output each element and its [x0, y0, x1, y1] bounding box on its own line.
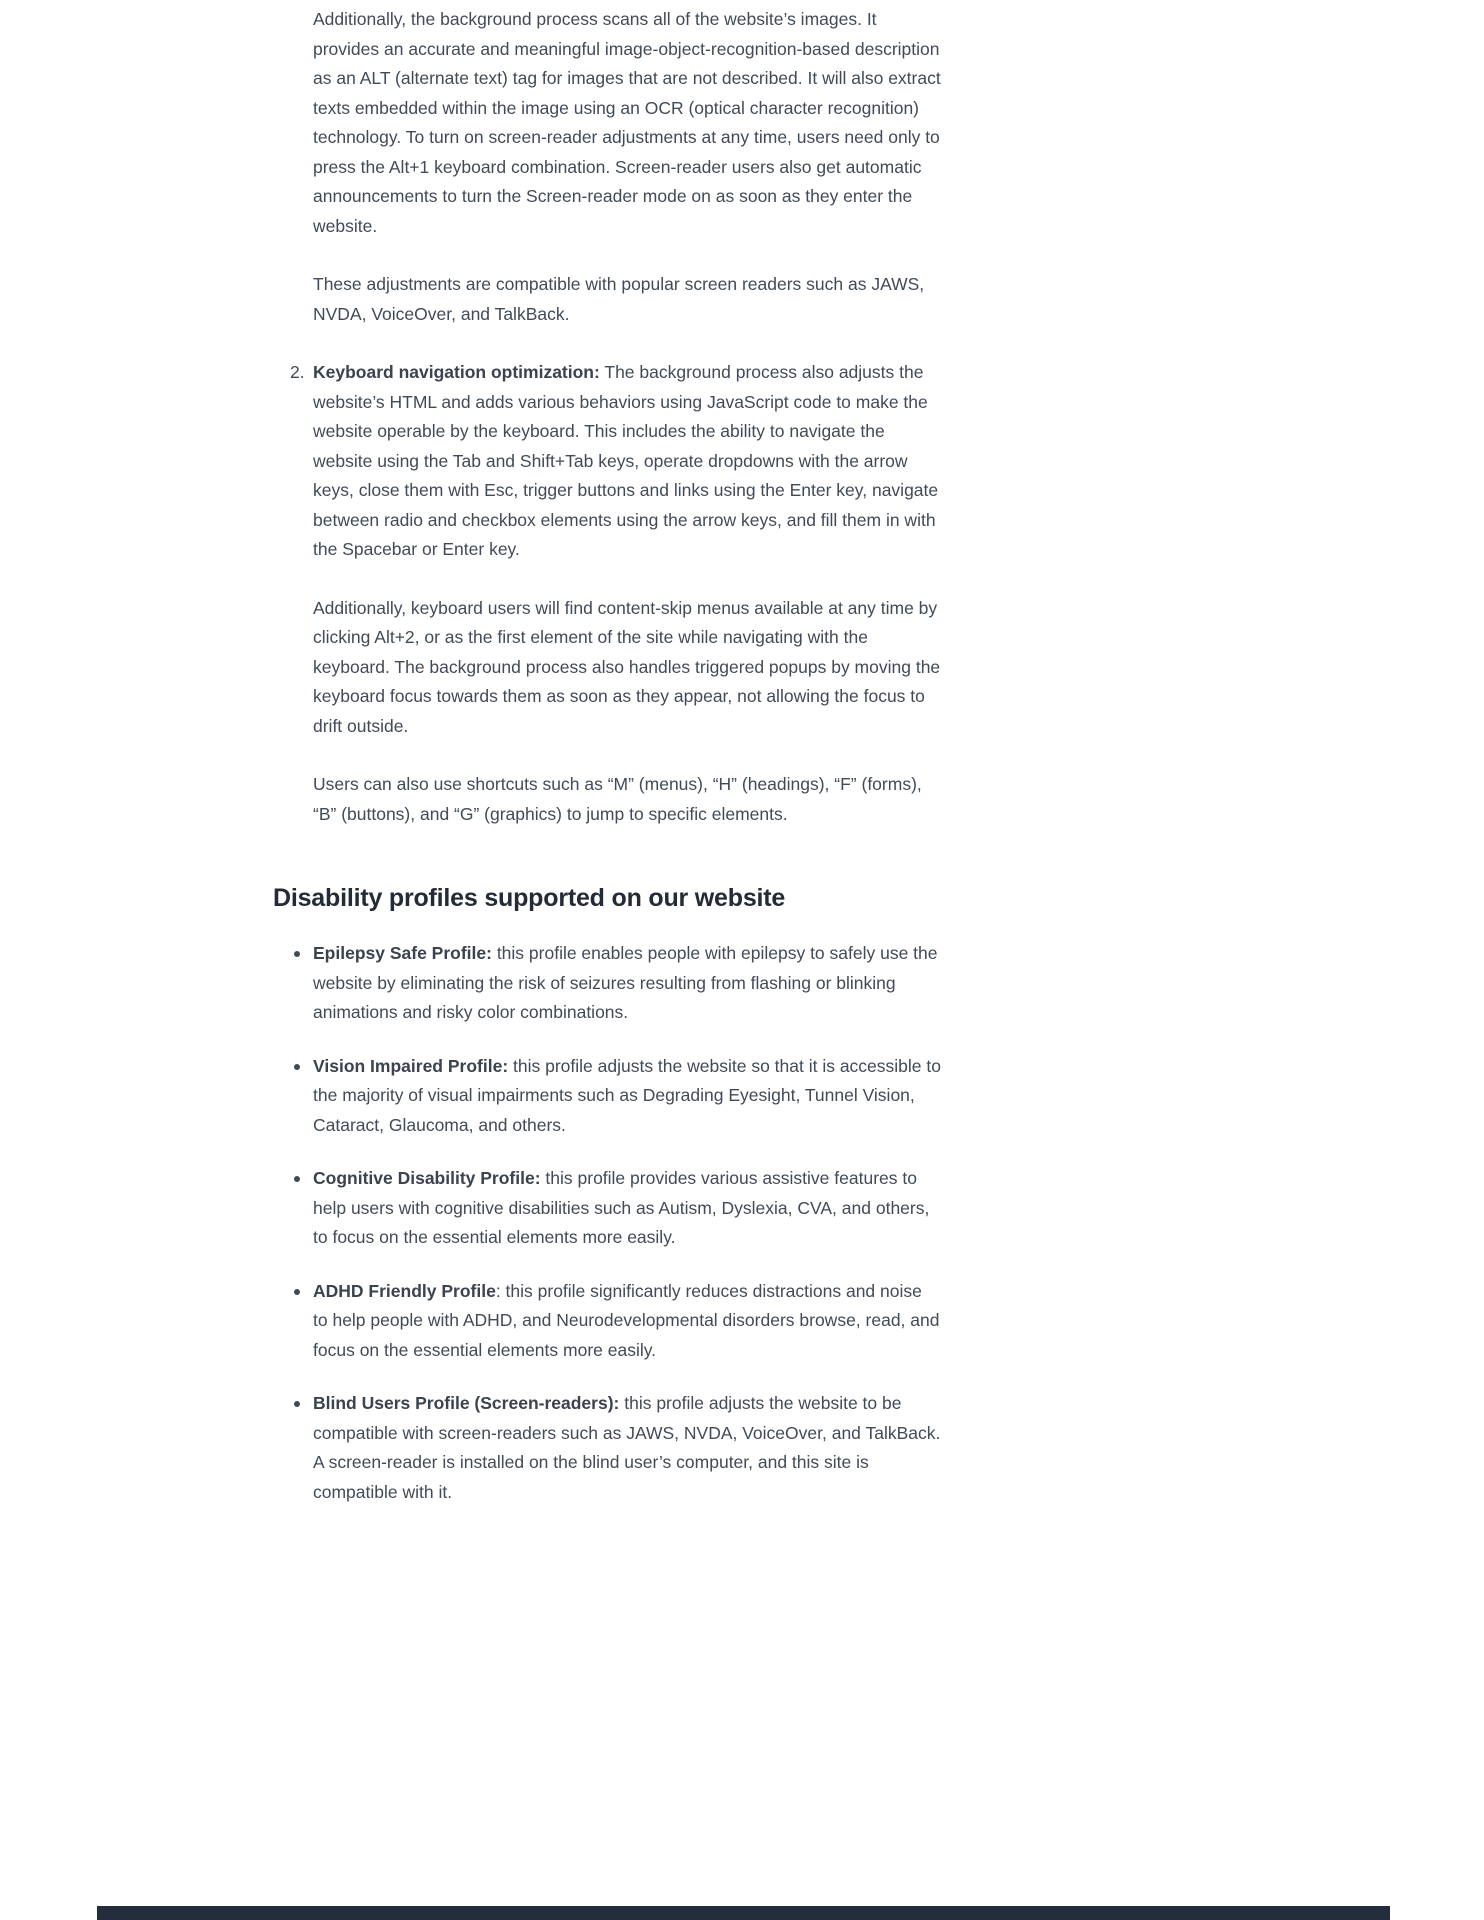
numbered-item-keyboard-navigation	[290, 358, 941, 829]
bullet-marker	[294, 1401, 300, 1407]
profile-text: this profile provides various assistive features to help users with cognitive disabilities such as Autism, Dyslexia, CVA, and others, to focus on the essential elements more easily.	[313, 1168, 930, 1247]
profile-label: Blind Users Profile (Screen-readers):	[313, 1393, 620, 1413]
profile-text: this profile adjusts the website to be compatible with screen-readers such as JAWS, NVDA, VoiceOver, and TalkBack. A screen-reader is installed on the blind user’s computer, and this site is compatible with it.	[313, 1393, 941, 1502]
section-heading-disability-profiles: Disability profiles supported on our website	[273, 884, 786, 912]
profile-text: this profile adjusts the website so that it is accessible to the majority of visual impairments such as Degrading Eyesight, Tunnel Vision, Cataract, Glaucoma, and others.	[313, 1055, 941, 1135]
keyboard-navigation-label: Keyboard navigation optimization:	[313, 362, 600, 382]
profile-label: Vision Impaired Profile:	[313, 1055, 509, 1076]
list-item-blind-users-profile	[313, 1389, 941, 1507]
profile-label: ADHD Friendly Profile	[313, 1280, 496, 1301]
paragraph-content-skip-menus: Additionally, keyboard users will find content-skip menus available at any time by clicking Alt+2, or as the first element of the site while navigating with the keyboard. The background process also handles triggered popups by moving the keyboard focus towards them as soon as they appear, not allowing the focus to drift outside.	[313, 597, 941, 736]
paragraph-screen-reader-details: Additionally, the background process scans all of the website’s images. It provides an accurate and meaningful image-object-recognition-based description as an ALT (alternate text) tag for images that are not described. It will also extract texts embedded within the image using an OCR (optical character recognition) technology. To turn on screen-reader adjustments at any time, users need only to press the Alt+1 keyboard combination. Screen-reader users also get automatic announcements to turn the Screen-reader mode on as soon as they enter the website.	[313, 9, 941, 236]
screen-reader-optimization-section	[273, 5, 941, 329]
paragraph-screen-reader-compatibility: These adjustments are compatible with popular screen readers such as JAWS, NVDA, VoiceOver, and TalkBack.	[313, 274, 925, 324]
footer-bar	[97, 1906, 1390, 1920]
bullet-marker	[294, 1176, 300, 1182]
paragraph-keyboard-navigation	[313, 358, 941, 565]
profile-text: : this profile significantly reduces distractions and noise to help people with ADHD, and Neurodevelopmental disorders browse, read, and focus on the essential elements more easily.	[313, 1280, 940, 1360]
list-number-marker: 2.	[290, 362, 305, 382]
list-item-vision-impaired-profile	[313, 1052, 941, 1141]
bullet-marker	[294, 1289, 300, 1295]
list-item-epilepsy-safe-profile	[313, 939, 941, 1028]
list-item-cognitive-disability-profile	[313, 1164, 941, 1253]
paragraph-keyboard-shortcuts: Users can also use shortcuts such as “M” (menus), “H” (headings), “F” (forms), “B” (buttons), and “G” (graphics) to jump to specific elements.	[313, 774, 922, 824]
profile-label: Epilepsy Safe Profile:	[313, 943, 492, 963]
profile-label: Cognitive Disability Profile:	[313, 1168, 541, 1188]
profile-text: this profile enables people with epilepsy to safely use the website by eliminating the risk of seizures resulting from flashing or blinking animations and risky color combinations.	[313, 943, 938, 1022]
statement-content	[273, 0, 941, 1507]
disability-profiles-list	[273, 939, 941, 1507]
list-item-adhd-friendly-profile	[313, 1277, 941, 1366]
bullet-marker	[294, 1064, 300, 1070]
bullet-marker	[294, 951, 300, 957]
keyboard-navigation-text: The background process also adjusts the website’s HTML and adds various behaviors using JavaScript code to make the website operable by the keyboard. This includes the ability to navigate the website using the Tab and Shift+Tab keys, operate dropdowns with the arrow keys, close them with Esc, trigger buttons and links using the Enter key, navigate between radio and checkbox elements using the arrow keys, and fill them in with the Spacebar or Enter key.	[313, 362, 939, 559]
